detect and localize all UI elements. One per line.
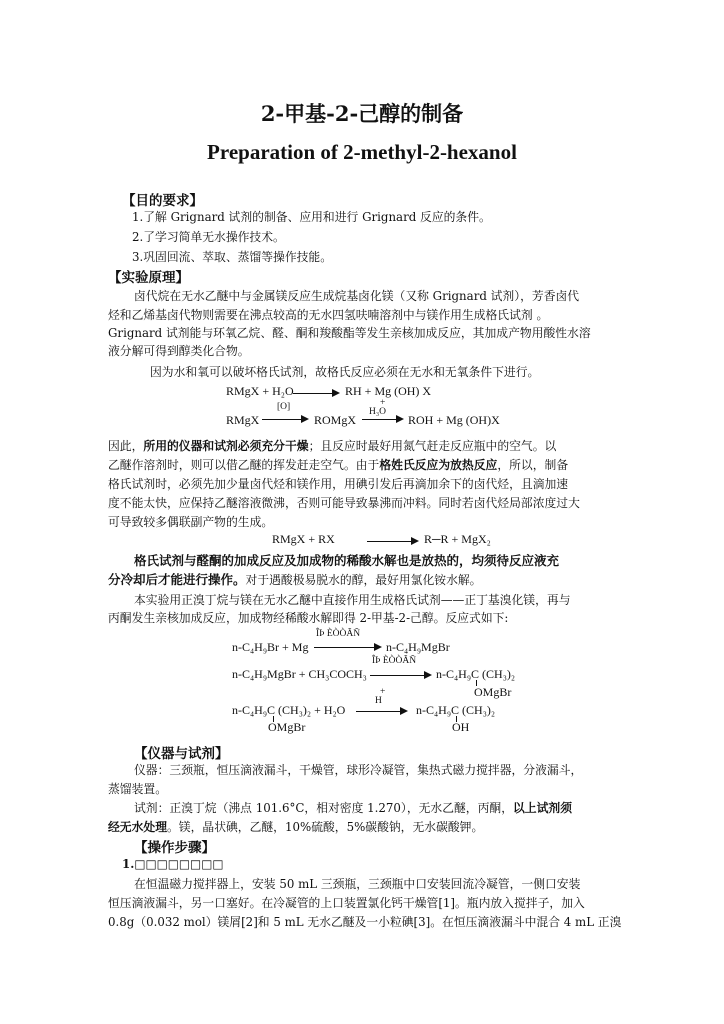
equation-right: RH + Mg (OH) X (345, 384, 432, 398)
reaction-condition: H₃O (369, 407, 387, 417)
apparatus-text: 仪器：三颈瓶，恒压滴液漏斗，干燥管，球形冷凝管，集热式磁力搅拌器，分液漏斗， (134, 763, 583, 777)
reaction-condition-charge: + (380, 398, 386, 408)
principle-text: 因为水和氧可以破坏格氏试剂，故格氏反应必须在无水和无氧条件下进行。 (150, 365, 540, 379)
reaction-left: n-C₄H₉C (CH₃)₂ + H₂O (232, 703, 346, 717)
principle-text: 格氏试剂时，必须先加少量卤代烃和镁作用，用碘引发后再滴加余下的卤代烃，且滴加速 (108, 477, 569, 491)
objective-item: 3.巩固回流、萃取、蒸馏等操作技能。 (132, 250, 333, 264)
reaction-condition-charge: + (380, 687, 386, 697)
principle-text: 度不能太快，应保持乙醚溶液微沸，否则可能导致暴沸而冲料。同时若卤代烃局部浓度过大 (108, 496, 580, 510)
step-text: 在恒温磁力搅拌器上，安装 50 mL 三颈瓶，三颈瓶中口安装回流冷凝管，一侧口安装 (134, 877, 581, 891)
emphasis-text: 格姓氏反应为放热反应 (379, 458, 498, 472)
reaction-right: n-C₄H₉C (CH₃)₂ (436, 667, 516, 681)
emphasis-text: 所用的仪器和试剂必须充分干燥 (143, 439, 309, 453)
step-text: 恒压滴液漏斗，另一口塞好。在冷凝管的上口装置氯化钙干燥管[1]。瓶内放入搅拌子，加入 (108, 896, 585, 910)
equation-intermediate: ROMgX (314, 413, 357, 427)
reagents-text: 试剂：正溴丁烷（沸点 101.6°C，相对密度 1.270），无水乙醚，丙酮，以上试剂须 (134, 801, 572, 815)
principle-text: 液分解可得到醇类化合物。 (108, 344, 250, 358)
reaction-arrow (362, 419, 402, 420)
reaction-right: n-C₄H₉C (CH₃)₂ (416, 703, 496, 717)
reaction-arrow (314, 647, 380, 648)
reagents-text: 经无水处理。镁，晶状碘，乙醚，10%硫酸，5%碳酸钠，无水碳酸钾。 (108, 820, 484, 834)
reaction-left: n-C₄H₉MgBr + CH₃COCH₃ (232, 667, 367, 681)
objective-item: 2.了学习简单无水操作技术。 (132, 230, 285, 244)
principle-heading: 【实验原理】 (108, 270, 189, 286)
page-subtitle: Preparation of 2-methyl-2-hexanol (207, 140, 517, 164)
reaction-arrow (370, 675, 430, 676)
reaction-arrow (356, 711, 406, 712)
reaction-left: n-C₄H₉Br + Mg (232, 640, 309, 654)
reaction-substituent: OMgBr (268, 720, 306, 734)
principle-text: 因此，所用的仪器和试剂必须充分干燥；且反应时最好用氮气赶走反应瓶中的空气。以 (108, 439, 557, 453)
reaction-condition: H (375, 696, 382, 706)
principle-text: 本实验用正溴丁烷与镁在无水乙醚中直接作用生成格氏试剂——正丁基溴化镁，再与 (134, 593, 571, 607)
apparatus-heading: 【仪器与试剂】 (134, 746, 229, 762)
reaction-substituent: OH (452, 720, 470, 734)
reaction-arrow (367, 541, 417, 542)
reaction-condition: ÎÞ ÈÒÒÃÑ (372, 656, 417, 666)
principle-text: 可导致较多偶联副产物的生成。 (108, 515, 274, 529)
apparatus-text: 蒸馏装置。 (108, 782, 167, 796)
principle-text: 乙醚作溶剂时，则可以借乙醚的挥发赶走空气。由于格姓氏反应为放热反应，所以，制备 (108, 458, 569, 472)
equation-left: RMgX + H₂O (226, 384, 294, 398)
steps-heading: 【操作步骤】 (134, 840, 215, 856)
reaction-arrow (262, 419, 307, 420)
reaction-right: n-C₄H₉MgBr (386, 640, 450, 654)
step-title: 1.□□□□□□□□ (122, 857, 224, 871)
principle-text: Grignard 试剂能与环氧乙烷、醛、酮和羧酸酯等发生亲核加成反应，其加成产物用酸性水溶 (108, 326, 591, 340)
page-title: 2-甲基-2-己醇的制备 (260, 101, 464, 126)
principle-text: 分冷却后才能进行操作。对于遇酸极易脱水的醇，最好用氯化铵水解。 (108, 572, 482, 587)
equation-right: ROH + Mg (OH)X (408, 413, 500, 427)
principle-text: 卤代烷在无水乙醚中与金属镁反应生成烷基卤化镁（又称 Grignard 试剂），芳香卤代 (134, 289, 580, 303)
step-text: 0.8g（0.032 mol）镁屑[2]和 5 mL 无水乙醚及一小粒碘[3]。在恒压滴液漏斗中混合 4 mL 正溴 (108, 915, 622, 929)
emphasis-text: 以上试剂须 (513, 801, 572, 815)
principle-text: 丙酮发生亲核加成反应，加成物经稀酸水解即得 2-甲基-2-己醇。反应式如下: (108, 611, 509, 625)
equation-left: RMgX (226, 413, 260, 427)
objectives-heading: 【目的要求】 (122, 193, 203, 209)
principle-emphasis: 格氏试剂与醛酮的加成反应及加成物的稀酸水解也是放热的，均须待反应液充 (134, 553, 560, 568)
objective-item: 1.了解 Grignard 试剂的制备、应用和进行 Grignard 反应的条件。 (132, 210, 491, 224)
reaction-condition: [O] (277, 402, 291, 412)
reaction-substituent: OMgBr (474, 685, 512, 699)
equation-right: R─R + MgX₂ (424, 532, 491, 546)
reaction-condition: ÎÞ ÈÒÒÃÑ (316, 629, 361, 639)
equation-left: RMgX + RX (272, 532, 335, 546)
emphasis-text: 经无水处理 (108, 820, 167, 834)
reaction-arrow (293, 393, 338, 394)
principle-text: 烃和乙烯基卤代物则需要在沸点较高的无水四氢呋喃溶剂中与镁作用生成格氏试剂 。 (108, 308, 549, 322)
